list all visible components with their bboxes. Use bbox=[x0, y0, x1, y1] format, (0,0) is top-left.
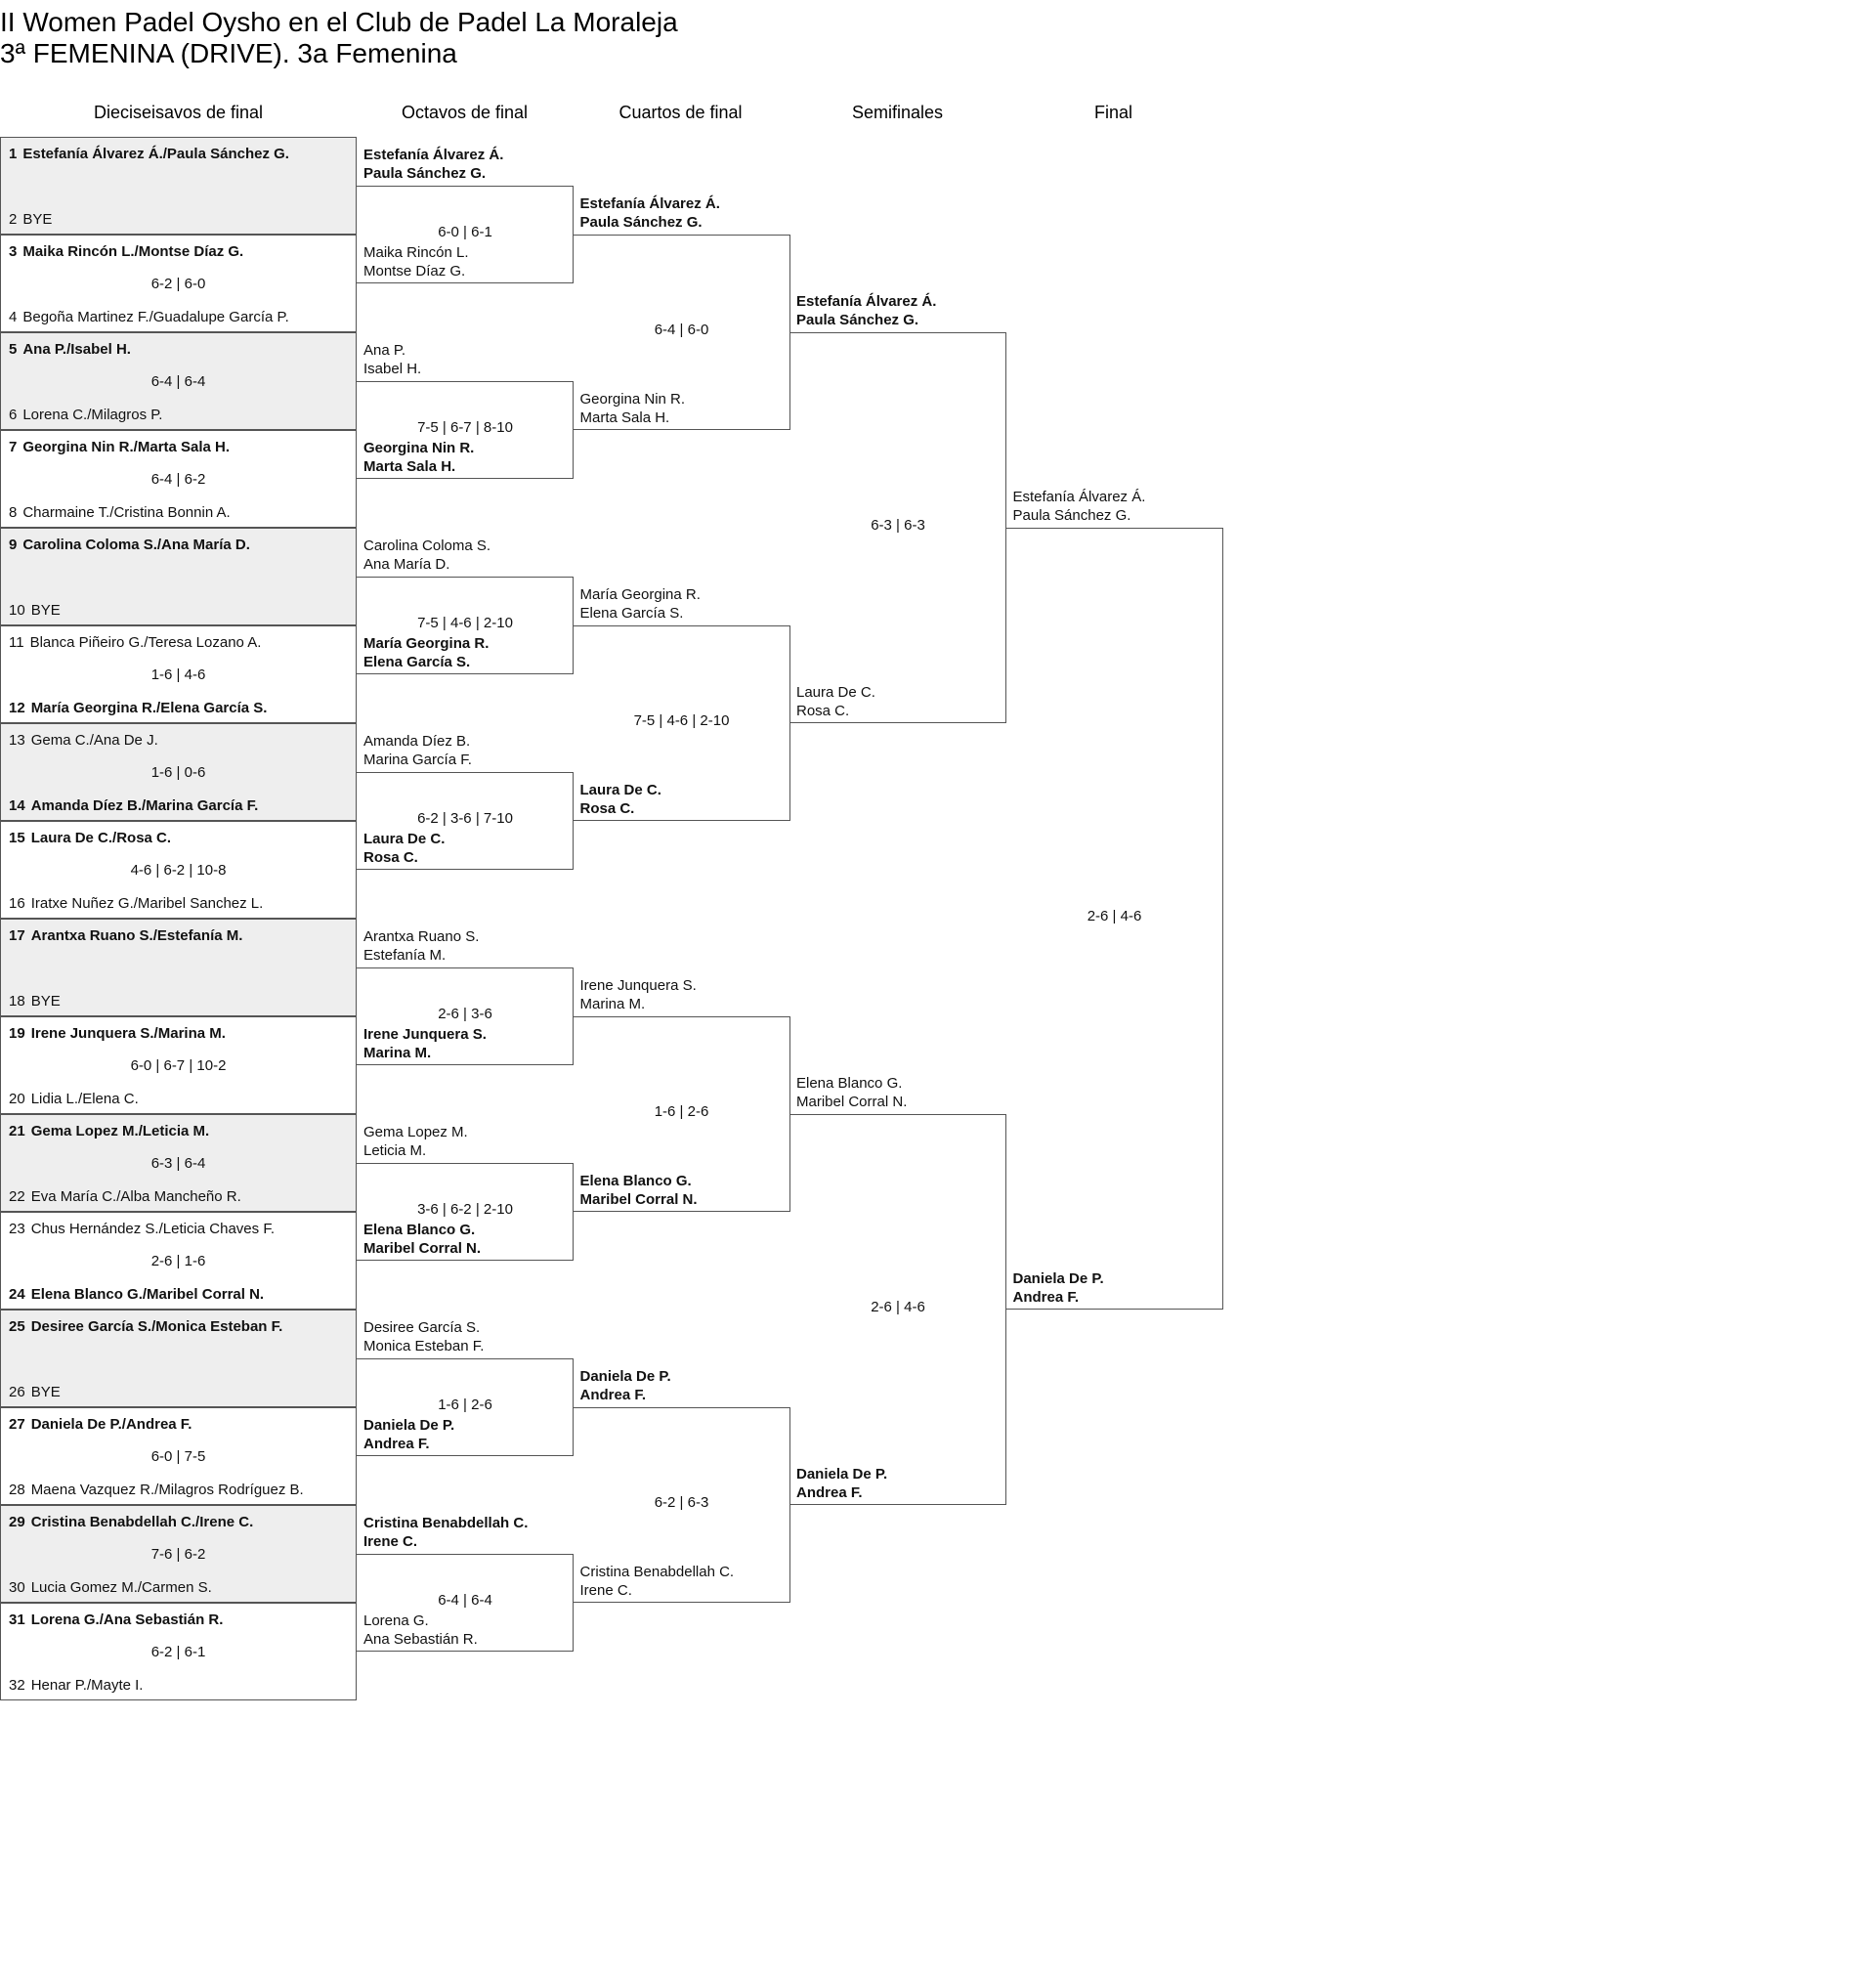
match-score: 6-0 | 6-7 | 10-2 bbox=[130, 1057, 227, 1074]
player-name: Carolina Coloma S. bbox=[363, 537, 491, 554]
match-score: 1-6 | 0-6 bbox=[150, 764, 206, 781]
player-name: Georgina Nin R. bbox=[363, 440, 475, 456]
team-entry bbox=[363, 1318, 484, 1355]
team-entry bbox=[363, 830, 445, 867]
player-name: Ana P. bbox=[363, 342, 406, 359]
match-score: 2-6 | 3-6 bbox=[438, 1006, 492, 1022]
team-name: Carolina Coloma S./Ana María D. bbox=[22, 537, 250, 553]
player-name: Irene Junquera S. bbox=[579, 977, 697, 994]
team-entry bbox=[9, 1482, 304, 1498]
first-round-match bbox=[0, 1114, 357, 1212]
team-name: María Georgina R./Elena García S. bbox=[30, 700, 268, 716]
player-name: Rosa C. bbox=[363, 849, 418, 866]
team-name: Lidia L./Elena C. bbox=[30, 1091, 139, 1107]
player-name: Elena Blanco G. bbox=[579, 1173, 692, 1189]
player-name: Paula Sánchez G. bbox=[363, 165, 487, 182]
seed-number: 7 bbox=[9, 439, 18, 455]
team-entry bbox=[1013, 488, 1146, 525]
team-entry bbox=[9, 407, 162, 423]
player-name: Ana Sebastián R. bbox=[363, 1631, 478, 1648]
team-name: BYE bbox=[30, 602, 61, 619]
first-round-match bbox=[0, 1505, 357, 1603]
seed-number: 16 bbox=[9, 895, 25, 912]
team-entry bbox=[363, 1123, 468, 1160]
team-name: Maena Vazquez R./Milagros Rodríguez B. bbox=[30, 1482, 304, 1498]
first-round-match bbox=[0, 1016, 357, 1114]
player-name: Estefanía M. bbox=[363, 947, 447, 964]
team-name: Chus Hernández S./Leticia Chaves F. bbox=[30, 1221, 275, 1237]
team-entry bbox=[9, 700, 267, 716]
round-header: Semifinales bbox=[851, 103, 944, 122]
team-entry bbox=[363, 1612, 478, 1649]
team-entry bbox=[580, 781, 661, 818]
player-name: Maika Rincón L. bbox=[363, 244, 469, 261]
player-name: Elena Blanco G. bbox=[363, 1222, 476, 1238]
first-round-match bbox=[0, 723, 357, 821]
team-entry bbox=[796, 292, 936, 329]
seed-number: 5 bbox=[9, 341, 18, 358]
match-score: 1-6 | 4-6 bbox=[150, 666, 206, 683]
match-score: 6-0 | 7-5 bbox=[150, 1448, 206, 1465]
team-entry bbox=[580, 390, 686, 427]
player-name: Laura De C. bbox=[579, 782, 661, 798]
team-entry bbox=[9, 1384, 61, 1400]
player-name: Daniela De P. bbox=[1012, 1270, 1104, 1287]
seed-number: 22 bbox=[9, 1188, 25, 1205]
player-name: Marina M. bbox=[363, 1045, 432, 1061]
team-name: Maika Rincón L./Montse Díaz G. bbox=[22, 243, 244, 260]
match-score: 2-6 | 4-6 bbox=[871, 1299, 925, 1315]
team-name: Blanca Piñeiro G./Teresa Lozano A. bbox=[29, 634, 262, 651]
team-entry bbox=[363, 146, 503, 183]
player-name: Monica Esteban F. bbox=[363, 1338, 485, 1354]
first-round-match bbox=[0, 821, 357, 919]
first-round-match bbox=[0, 235, 357, 332]
team-entry bbox=[9, 537, 250, 553]
team-entry bbox=[9, 602, 61, 619]
team-entry bbox=[9, 895, 263, 912]
first-round-match bbox=[0, 1212, 357, 1310]
category-title: 3ª FEMENINA (DRIVE). 3a Femenina bbox=[0, 38, 457, 68]
match-score: 7-6 | 6-2 bbox=[150, 1546, 206, 1563]
seed-number: 15 bbox=[9, 830, 25, 846]
team-entry bbox=[9, 634, 261, 651]
player-name: Ana María D. bbox=[363, 556, 450, 573]
match-score: 6-3 | 6-4 bbox=[150, 1155, 206, 1172]
player-name: Estefanía Álvarez Á. bbox=[1012, 489, 1146, 505]
team-entry bbox=[9, 1025, 226, 1042]
team-name: Irene Junquera S./Marina M. bbox=[30, 1025, 226, 1042]
seed-number: 29 bbox=[9, 1514, 25, 1530]
player-name: Elena García S. bbox=[579, 605, 684, 622]
player-name: Marina García F. bbox=[363, 752, 472, 768]
seed-number: 28 bbox=[9, 1482, 25, 1498]
team-entry bbox=[363, 927, 479, 965]
player-name: Daniela De P. bbox=[363, 1417, 455, 1434]
seed-number: 3 bbox=[9, 243, 18, 260]
team-entry bbox=[363, 1025, 487, 1062]
player-name: Cristina Benabdellah C. bbox=[579, 1564, 735, 1580]
team-entry bbox=[9, 1188, 241, 1205]
team-entry bbox=[796, 1074, 907, 1111]
team-entry bbox=[9, 993, 61, 1010]
round-header: Final bbox=[1093, 103, 1132, 122]
team-name: Cristina Benabdellah C./Irene C. bbox=[30, 1514, 254, 1530]
seed-number: 21 bbox=[9, 1123, 25, 1139]
team-entry bbox=[9, 1677, 143, 1694]
seed-number: 17 bbox=[9, 927, 25, 944]
player-name: Paula Sánchez G. bbox=[796, 312, 919, 328]
team-entry bbox=[363, 1221, 481, 1258]
team-entry bbox=[9, 504, 231, 521]
player-name: Andrea F. bbox=[363, 1436, 430, 1452]
team-entry bbox=[363, 243, 469, 280]
team-entry bbox=[9, 1579, 212, 1596]
player-name: Paula Sánchez G. bbox=[579, 214, 703, 231]
match-score: 2-6 | 1-6 bbox=[150, 1253, 206, 1269]
player-name: Marina M. bbox=[579, 996, 646, 1012]
player-name: Irene C. bbox=[579, 1582, 632, 1599]
tournament-title: II Women Padel Oysho en el Club de Padel La Moraleja bbox=[0, 7, 678, 37]
seed-number: 25 bbox=[9, 1318, 25, 1335]
player-name: Andrea F. bbox=[579, 1387, 647, 1403]
first-round-match bbox=[0, 137, 357, 235]
team-entry bbox=[9, 211, 52, 228]
seed-number: 4 bbox=[9, 309, 18, 325]
team-entry bbox=[796, 1465, 887, 1502]
match-score: 1-6 | 2-6 bbox=[438, 1397, 492, 1413]
player-name: Estefanía Álvarez Á. bbox=[796, 293, 937, 310]
first-round-match bbox=[0, 625, 357, 723]
team-entry bbox=[580, 1563, 735, 1600]
player-name: Elena García S. bbox=[363, 654, 471, 670]
player-name: Irene C. bbox=[363, 1533, 418, 1550]
player-name: Andrea F. bbox=[1012, 1289, 1080, 1306]
seed-number: 31 bbox=[9, 1612, 25, 1628]
player-name: Estefanía Álvarez Á. bbox=[363, 147, 504, 163]
team-entry bbox=[9, 1416, 192, 1433]
player-name: Arantxa Ruano S. bbox=[363, 928, 480, 945]
player-name: Desiree García S. bbox=[363, 1319, 481, 1336]
team-entry bbox=[1013, 1269, 1104, 1307]
player-name: Marta Sala H. bbox=[363, 458, 456, 475]
first-round-match bbox=[0, 528, 357, 625]
match-score: 3-6 | 6-2 | 2-10 bbox=[417, 1201, 513, 1218]
team-name: Charmaine T./Cristina Bonnin A. bbox=[22, 504, 231, 521]
player-name: Lorena G. bbox=[363, 1612, 429, 1629]
team-entry bbox=[9, 439, 230, 455]
player-name: Amanda Díez B. bbox=[363, 733, 471, 750]
first-round-match bbox=[0, 1310, 357, 1407]
team-entry bbox=[363, 537, 490, 574]
match-score: 6-0 | 6-1 bbox=[438, 224, 492, 240]
seed-number: 2 bbox=[9, 211, 18, 228]
team-entry bbox=[9, 797, 258, 814]
team-name: Begoña Martinez F./Guadalupe García P. bbox=[22, 309, 289, 325]
match-score: 6-2 | 6-3 bbox=[654, 1494, 709, 1511]
match-score: 7-5 | 4-6 | 2-10 bbox=[417, 615, 513, 631]
match-score: 6-2 | 3-6 | 7-10 bbox=[417, 810, 513, 827]
match-score: 6-4 | 6-0 bbox=[654, 322, 709, 338]
seed-number: 13 bbox=[9, 732, 25, 749]
team-name: Amanda Díez B./Marina García F. bbox=[30, 797, 259, 814]
round-header: Dieciseisavos de final bbox=[93, 103, 264, 122]
first-round-match bbox=[0, 430, 357, 528]
seed-number: 1 bbox=[9, 146, 18, 162]
seed-number: 19 bbox=[9, 1025, 25, 1042]
team-entry bbox=[9, 830, 171, 846]
team-name: Eva María C./Alba Mancheño R. bbox=[30, 1188, 241, 1205]
team-entry bbox=[9, 1091, 139, 1107]
match-score: 7-5 | 6-7 | 8-10 bbox=[417, 419, 513, 436]
team-name: Henar P./Mayte I. bbox=[30, 1677, 144, 1694]
player-name: Georgina Nin R. bbox=[579, 391, 686, 408]
team-entry bbox=[9, 309, 289, 325]
match-score: 6-4 | 6-2 bbox=[150, 471, 206, 488]
first-round-match bbox=[0, 332, 357, 430]
seed-number: 26 bbox=[9, 1384, 25, 1400]
round-header: Octavos de final bbox=[401, 103, 529, 122]
player-name: Rosa C. bbox=[796, 703, 850, 719]
player-name: Gema Lopez M. bbox=[363, 1124, 468, 1140]
match-score: 6-2 | 6-0 bbox=[150, 276, 206, 292]
team-entry bbox=[580, 585, 701, 623]
seed-number: 30 bbox=[9, 1579, 25, 1596]
player-name: Isabel H. bbox=[363, 361, 422, 377]
seed-number: 24 bbox=[9, 1286, 25, 1303]
match-score: 6-4 | 6-4 bbox=[150, 373, 206, 390]
team-entry bbox=[363, 341, 421, 378]
first-round-match bbox=[0, 1407, 357, 1505]
match-score: 4-6 | 6-2 | 10-8 bbox=[130, 862, 227, 879]
team-entry bbox=[9, 1612, 223, 1628]
player-name: Leticia M. bbox=[363, 1142, 427, 1159]
team-entry bbox=[363, 732, 472, 769]
player-name: Daniela De P. bbox=[796, 1466, 888, 1483]
player-name: Montse Díaz G. bbox=[363, 263, 466, 279]
seed-number: 8 bbox=[9, 504, 18, 521]
player-name: Laura De C. bbox=[796, 684, 875, 701]
team-entry bbox=[9, 1286, 264, 1303]
player-name: Maribel Corral N. bbox=[796, 1094, 908, 1110]
team-name: Lorena C./Milagros P. bbox=[22, 407, 163, 423]
team-entry bbox=[9, 341, 131, 358]
team-entry bbox=[9, 732, 158, 749]
team-name: Elena Blanco G./Maribel Corral N. bbox=[30, 1286, 265, 1303]
seed-number: 6 bbox=[9, 407, 18, 423]
team-name: Lorena G./Ana Sebastián R. bbox=[30, 1612, 224, 1628]
seed-number: 9 bbox=[9, 537, 18, 553]
team-entry bbox=[9, 146, 289, 162]
team-name: Georgina Nin R./Marta Sala H. bbox=[22, 439, 231, 455]
match-score: 2-6 | 4-6 bbox=[1087, 908, 1142, 924]
player-name: Paula Sánchez G. bbox=[1012, 507, 1131, 524]
team-entry bbox=[9, 927, 242, 944]
match-score: 7-5 | 4-6 | 2-10 bbox=[633, 712, 730, 729]
player-name: Daniela De P. bbox=[579, 1368, 671, 1385]
first-round-match bbox=[0, 1603, 357, 1700]
player-name: Maribel Corral N. bbox=[363, 1240, 482, 1257]
player-name: Estefanía Álvarez Á. bbox=[579, 195, 720, 212]
player-name: Elena Blanco G. bbox=[796, 1075, 903, 1092]
team-name: Gema C./Ana De J. bbox=[30, 732, 158, 749]
seed-number: 20 bbox=[9, 1091, 25, 1107]
player-name: Irene Junquera S. bbox=[363, 1026, 487, 1043]
team-name: Daniela De P./Andrea F. bbox=[30, 1416, 192, 1433]
team-name: BYE bbox=[30, 993, 61, 1010]
team-entry bbox=[9, 1318, 282, 1335]
team-entry bbox=[9, 243, 243, 260]
team-entry bbox=[9, 1123, 209, 1139]
player-name: Laura De C. bbox=[363, 831, 446, 847]
seed-number: 14 bbox=[9, 797, 25, 814]
player-name: Rosa C. bbox=[579, 800, 635, 817]
team-entry bbox=[363, 1416, 454, 1453]
match-score: 6-4 | 6-4 bbox=[438, 1592, 492, 1609]
player-name: Marta Sala H. bbox=[579, 409, 670, 426]
seed-number: 32 bbox=[9, 1677, 25, 1694]
team-entry bbox=[580, 976, 697, 1013]
team-entry bbox=[363, 439, 474, 476]
round-header: Cuartos de final bbox=[618, 103, 743, 122]
team-entry bbox=[363, 1514, 528, 1551]
first-round-match bbox=[0, 919, 357, 1016]
team-name: Iratxe Nuñez G./Maribel Sanchez L. bbox=[30, 895, 264, 912]
team-name: Desiree García S./Monica Esteban F. bbox=[30, 1318, 283, 1335]
team-name: BYE bbox=[30, 1384, 61, 1400]
team-name: Estefanía Álvarez Á./Paula Sánchez G. bbox=[22, 146, 289, 162]
team-name: BYE bbox=[22, 211, 53, 228]
seed-number: 10 bbox=[9, 602, 25, 619]
team-entry bbox=[9, 1221, 275, 1237]
team-entry bbox=[580, 194, 720, 232]
seed-number: 11 bbox=[9, 634, 24, 651]
player-name: Andrea F. bbox=[796, 1484, 863, 1501]
match-score: 1-6 | 2-6 bbox=[654, 1103, 709, 1120]
seed-number: 12 bbox=[9, 700, 25, 716]
team-entry bbox=[9, 1514, 253, 1530]
team-name: Gema Lopez M./Leticia M. bbox=[30, 1123, 210, 1139]
team-entry bbox=[363, 634, 489, 671]
team-name: Arantxa Ruano S./Estefanía M. bbox=[30, 927, 243, 944]
match-score: 6-3 | 6-3 bbox=[871, 517, 925, 534]
team-entry bbox=[796, 683, 875, 720]
player-name: María Georgina R. bbox=[363, 635, 490, 652]
player-name: María Georgina R. bbox=[579, 586, 701, 603]
team-entry bbox=[580, 1367, 671, 1404]
team-name: Laura De C./Rosa C. bbox=[30, 830, 172, 846]
player-name: Cristina Benabdellah C. bbox=[363, 1515, 529, 1531]
match-score: 6-2 | 6-1 bbox=[150, 1644, 206, 1660]
team-name: Ana P./Isabel H. bbox=[22, 341, 131, 358]
seed-number: 18 bbox=[9, 993, 25, 1010]
seed-number: 27 bbox=[9, 1416, 25, 1433]
team-entry bbox=[580, 1172, 698, 1209]
player-name: Maribel Corral N. bbox=[579, 1191, 698, 1208]
team-name: Lucia Gomez M./Carmen S. bbox=[30, 1579, 212, 1596]
seed-number: 23 bbox=[9, 1221, 25, 1237]
